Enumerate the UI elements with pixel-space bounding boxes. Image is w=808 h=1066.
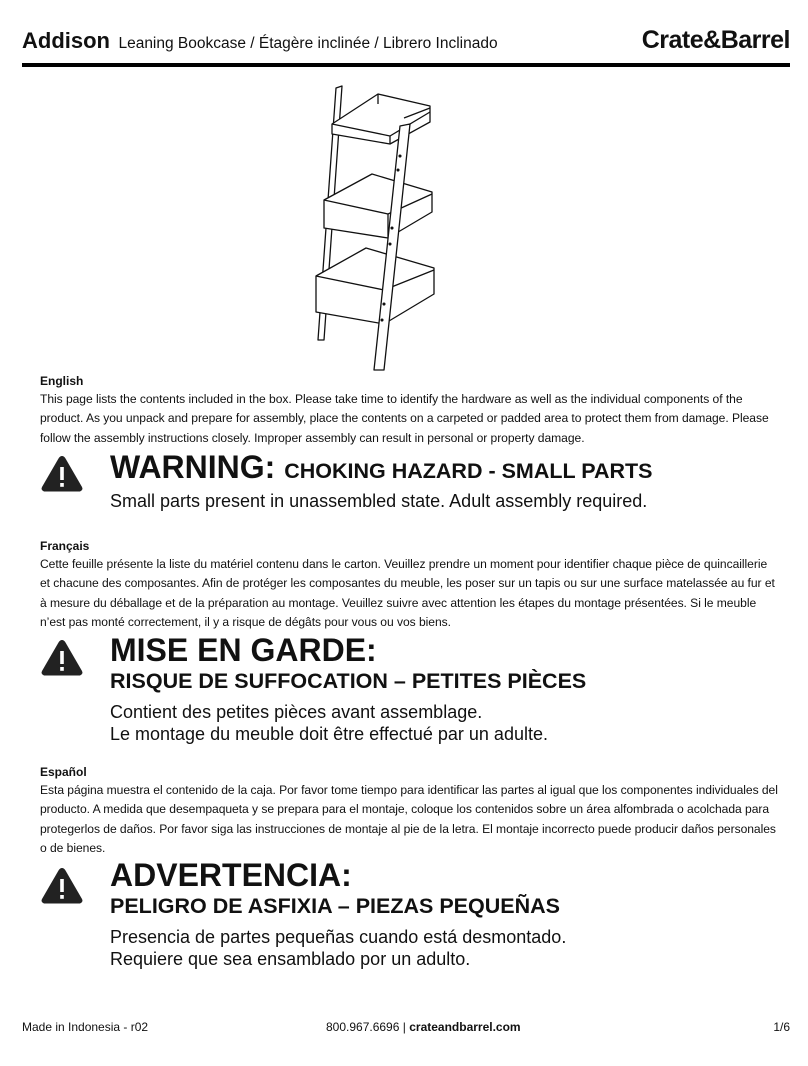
- warning-subtitle: RISQUE DE SUFFOCATION – PETITES PIÈCES: [110, 669, 587, 693]
- header-rule: [22, 63, 790, 67]
- brand-logo: Crate&Barrel: [641, 26, 790, 54]
- spanish-warning: [110, 857, 790, 970]
- language-heading: Français: [40, 539, 90, 553]
- separator: |: [402, 1020, 406, 1034]
- warning-text: Small parts present in unassembled state. Adult assembly required.: [110, 491, 648, 511]
- french-section: [40, 539, 780, 633]
- language-heading: English: [40, 374, 84, 388]
- warning-triangle-icon: [40, 866, 84, 906]
- warning-title: [110, 449, 790, 489]
- french-paragraph: Cette feuille présente la liste du matériel contenu dans le carton. Veuillez prendre un moment pour identifier chaque pièce de quincaillerie et chacune des composantes. Afin de protéger les composantes du meuble, les poser sur un tapis ou sur une surface matelassée au fur et à mesure du déballage et de la préparation au montage. Veuillez suivre avec attention les étapes du montage présentées. Si le meuble n’est pas monté correctement, il y a risque de dégâts pour vous ou vos biens.: [40, 557, 775, 630]
- english-paragraph: This page lists the contents included in the box. Please take time to identify the hardware as well as the individual components of the product. As you unpack and prepare for assembly, place the contents on a carpeted or padded area to protect them from damage. Please follow the assembly instructions closely. Improper assembly can result in personal or property damage.: [40, 392, 769, 445]
- spanish-paragraph: Esta página muestra el contenido de la caja. Por favor tome tiempo para identificar las partes al igual que los componentes individuales del producto. A medida que desempaqueta y se prepara para el montaje, coloque los contenidos sobre un área alfombrada o acolchada para protegerlos de daños. Por favor siga las instrucciones de montaje al pie de la letra. El montaje incorrecto puede producir daños personales o de bienes.: [40, 783, 778, 856]
- leaning-bookcase-icon: [304, 78, 446, 374]
- contact-info: [326, 1020, 521, 1034]
- warning-title-text: WARNING:: [110, 449, 276, 485]
- warning-title: MISE EN GARDE:: [110, 632, 377, 668]
- made-in-label: Made in Indonesia - r02: [22, 1020, 149, 1034]
- language-heading: Español: [40, 765, 87, 779]
- website-link: crateandbarrel.com: [409, 1020, 521, 1034]
- english-warning: [110, 449, 790, 512]
- warning-line-1: Presencia de partes pequeñas cuando está desmontado.: [110, 927, 567, 947]
- warning-subtitle: PELIGRO DE ASFIXIA – PIEZAS PEQUEÑAS: [110, 894, 560, 918]
- french-warning: [110, 632, 790, 745]
- document-title: [22, 28, 498, 54]
- warning-triangle-icon: [40, 454, 84, 494]
- spanish-section: [40, 765, 780, 859]
- product-name: Addison: [22, 28, 110, 53]
- warning-title: ADVERTENCIA:: [110, 857, 352, 893]
- page-footer: [22, 1020, 790, 1040]
- warning-subtitle: CHOKING HAZARD - SMALL PARTS: [284, 459, 653, 483]
- page-number: 1/6: [773, 1020, 790, 1034]
- english-section: [40, 374, 780, 448]
- page-header: [22, 26, 790, 60]
- product-subtitle: Leaning Bookcase / Étagère inclinée / Librero Inclinado: [118, 35, 498, 52]
- warning-line-1: Contient des petites pièces avant assemblage.: [110, 702, 483, 722]
- phone-number: 800.967.6696: [326, 1020, 400, 1034]
- warning-line-2: Le montage du meuble doit être effectué par un adulte.: [110, 724, 548, 744]
- warning-line-2: Requiere que sea ensamblado por un adulto.: [110, 949, 471, 969]
- warning-triangle-icon: [40, 638, 84, 678]
